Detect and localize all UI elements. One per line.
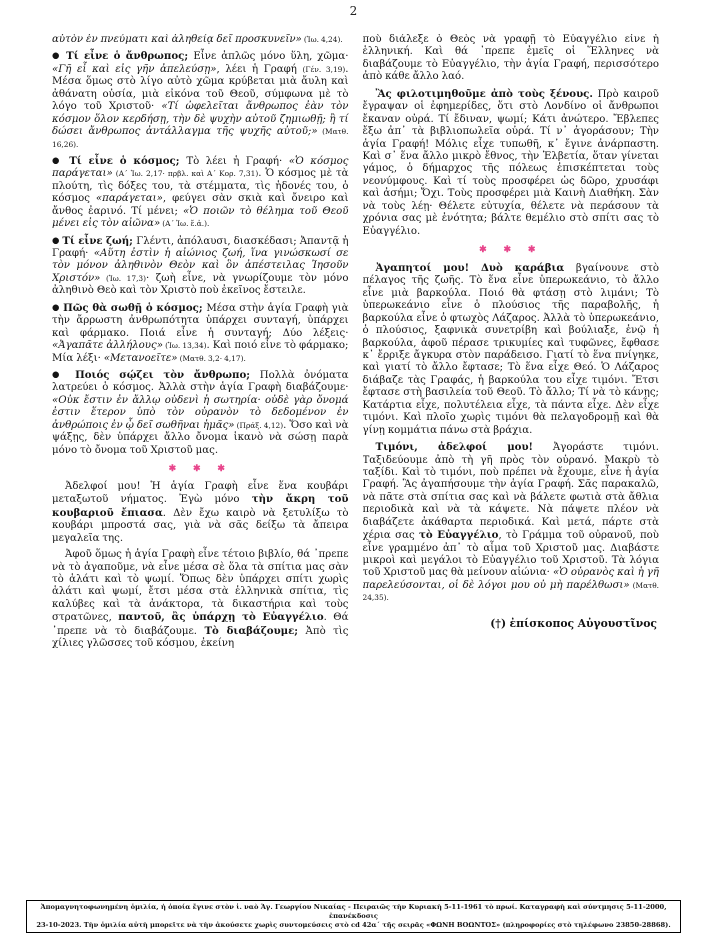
text-segment: Ἀφοῦ ὅμως ἡ ἁγία Γραφὴ εἶνε τέτοιο βιβλίο, θά ᾽πρεπε νὰ τὸ ἀγαποῦμε, νὰ εἶνε μέσα σὲ ὅλα τὰ σπίτια μας σὰν τὸ ἁλάτι καὶ τὸ ψωμί. Ὅπως δὲν ὑπάρχει σπίτι χωρὶς ἁλάτι καὶ ψωμί, ἔτσι μέσα στὰ ἑλληνικὰ σπίτια, τὶς καλύβες καὶ τὰ ἀνάκτορα, τὰ δικαστήρια καὶ τοὺς στρατῶνες, [52,549,349,624]
paragraph [52,549,349,651]
left-column [52,34,349,906]
text-segment: «Ἀγαπᾶτε ἀλλήλους» [52,340,163,352]
text-segment: «Μετανοεῖτε» [103,352,178,364]
text-segment: , λέει ἡ Γραφή [216,63,303,75]
text-segment: · ζωὴ εἶνε, νὰ γνωρίζουμε τὸν μόνο ἀληθινὸ Θεὸ καὶ τὸν Χριστὸ ποὺ ἐκεῖνος ἔστειλε. [52,272,349,297]
two-column-text [52,34,659,906]
text-segment: Τιμόνι, ἀδελφοί μου! [375,441,533,454]
text-segment: «Οὐκ ἔστιν ἐν ἄλλῳ οὐδενὶ ἡ σωτηρία· οὐδὲ γὰρ ὄνομά ἐστιν ἕτερον ὑπὸ τὸν οὐρανὸν τὸ δεδομένον ἐν ἀνθρώποις ἐν ᾧ δεῖ σωθῆναι ἡμᾶς» [52,394,349,431]
text-segment: τὸ Εὐαγγέλιο [418,529,499,542]
text-segment: Ἀδελφοί μου! Ἡ ἁγία Γραφὴ εἶνε ἕνα κουβάρι μεταξωτοῦ νήματος. Ἐγὼ μόνο [52,480,349,506]
text-segment: Τί εἶνε ζωή; [62,234,137,247]
author-signature: (†) ἐπίσκοπος Αὐγουστῖνος [490,616,657,630]
text-segment: (Ἰω. 17,3) [100,273,147,283]
paragraph [363,262,660,437]
bullet-icon: ● [52,51,67,62]
paragraph [52,481,349,545]
bullet-paragraph [52,369,349,457]
right-column [363,34,660,906]
bullet-paragraph [52,155,349,231]
text-segment: Πολλὰ ὀνόματα λατρεύει ὁ κόσμος. Ἀλλὰ στὴν ἁγία Γραφὴ διαβάζουμε· [52,369,349,394]
text-segment: (Α΄ Ἰω. 2,17· πρβλ. καὶ Α΄ Κορ. 7,31) [112,169,259,179]
text-segment: αὐτὸν ἐν πνεύματι καὶ ἀληθείᾳ δεῖ προσκυνεῖν» [52,34,302,45]
bullet-icon: ● [52,302,64,313]
bullet-icon: ● [52,155,70,166]
bullet-paragraph [52,302,349,365]
text-segment: «Ὁ ποιῶν τὸ θέλημα τοῦ Θεοῦ μένει εἰς τὸν αἰῶνα» [52,205,349,230]
text-segment: (Γέν. 3,19) [302,64,346,74]
text-segment: , τὸ Γράμμα τοῦ οὐρανοῦ, ποὺ εἶνε γραμμένο ἀπ᾽ τὸ αἷμα τοῦ Χριστοῦ μας. Διαβάστε μικροὶ καὶ μεγάλοι τὸ Εὐαγγέλιο τοῦ Χριστοῦ. Τὰ λόγια τοῦ Χριστοῦ μας θὰ μείνουν αἰώνια· [362,530,659,579]
text-segment: Εἶνε ἁπλῶς μόνο ὕλη, χῶμα· [193,51,349,63]
paragraph [363,34,660,84]
text-segment: (Ἰω. 4,24). [301,35,343,44]
text-segment: . Μέσα ὅμως στὸ λίγο αὐτὸ χῶμα κρύβεται μιὰ ἄυλη καὶ ἀθάνατη οὐσία, μιὰ εἰκόνα τοῦ Θεοῦ, σύμφωνα μὲ τὸ λόγο τοῦ Χριστοῦ· [52,63,349,113]
text-segment: «Ὁ κόσμος παράγεται» [52,155,349,180]
text-segment: Πῶς θὰ σωθῇ ὁ κόσμος; [63,301,207,314]
text-segment: . Δὲν ἔχω καιρὸ νὰ ξετυλίξω τὸ κουβάρι μπροστά σας, γιὰ νὰ σᾶς δείξω τὰ ἄπειρα μεγαλεῖα της. [52,507,349,544]
footer-line-2: 23-10-2023. Τὴν ὁμιλία αὐτὴ μπορεῖτε νὰ τὴν ἀκούσετε χωρὶς συντομεύσεις στὸ cd 42α΄ τῆς σειρᾶς «ΦΩΝΗ ΒΟΩΝΤΟΣ» (πληροφορίες στὸ τηλέφωνο 23850-28868). [36,920,671,929]
text-segment: βγαίνουνε στὸ πέλαγος τῆς ζωῆς. Τὸ ἕνα εἶνε ὑπερωκεάνιο, τὸ ἄλλο εἶνε μιὰ βαρκούλα. Ποιό θὰ φτάσῃ στὸ λιμάνι; Τὸ ὑπερωκεάνιο εἶνε ὁ πλούσιος τῆς παραβολῆς, ἡ βαρκούλα εἶνε ὁ φτωχὸς Λάζαρος. Ἀλλὰ τὸ ὑπερωκεάνιο, ὁ πλούσιος, ξαφνικὰ συνετρίβη καὶ βούλιαξε, ἐνῷ ἡ βαρκούλα, ἀφοῦ πέρασε τρικυμίες καὶ τυφῶνες, ἔφθασε κ᾽ ἔρριξε ἄγκυρα στὸν παράδεισο. Γιατί τὸ ἕνα πνίγηκε, καὶ γιατί τὸ ἄλλο ἔφτασε; Τὸ ἕνα εἶχε Θεό. Ὁ Λάζαρος διάβαζε τὰς Γραφάς, ἡ βαρκούλα του εἶχε τιμόνι. Ἔτσι ἔφτασε στὴ βασιλεία τοῦ Θεοῦ. Τὸ ἄλλο; Τί νὰ τὸ κάνῃς; Κατάρτια εἶχε, πολυτέλεια εἶχε, τὰ πάντα εἶχε. Δὲν εἶχε τιμόνι. Καὶ πλοῖο χωρὶς τιμόνι θὰ πελαγοδρομῇ καὶ θὰ γίνῃ κομμάτια πάνω στὰ βράχια. [362,262,659,436]
text-segment: . Θά ᾽πρεπε νὰ τὸ διαβάζουμε. [52,612,349,637]
bullet-paragraph [52,235,349,298]
paragraph [363,88,660,238]
text-segment: (Α΄ Ἰω. ἔ.ἀ.). [160,219,210,229]
bullet-paragraph [52,50,349,151]
footer-box [26,900,681,933]
bullet-icon: ● [52,369,76,380]
text-segment: (Ματθ. 16,26). [52,127,349,149]
text-segment: Τί εἶνε ὁ κόσμος; [69,154,187,167]
footer-line-1: Ἀπομαγνητοφωνημένη ὁμιλία, ἡ ὁποία ἔγινε στὸν ἱ. ναὸ Ἁγ. Γεωργίου Νικαίας - Πειραιῶς τὴν Κυριακὴ 5-11-1961 τὸ πρωί. Καταγραφὴ καὶ σύντμησις 5-11-2000, ἐπανέκδοσις [40,902,667,920]
text-segment: . Καὶ ποιό εἶνε τὸ φάρμακο; Μία λέξι· [52,340,349,364]
text-segment: Ἀπὸ τὶς χίλιες γλῶσσες τοῦ κόσμου, ἐκείνη [52,625,349,650]
text-segment: Γλέντι, ἀπόλαυσι, διασκέδασι; Ἀπαντᾷ ἡ Γραφή· [52,235,349,259]
text-segment: (Ἰω. 13,34) [162,341,207,351]
section-separator: ✱ ✱ ✱ [168,464,232,474]
text-segment: Ἂς φιλοτιμηθοῦμε ἀπὸ τοὺς ξένους. [375,87,593,100]
text-segment: Μέσα στὴν ἁγία Γραφὴ γιὰ τὴν ἄρρωστη ἀνθρωπότητα ὑπάρχει συνταγή, ὑπάρχει καὶ φάρμακο. Ποιά εἶνε ἡ συνταγή; Δύο λέξεις· [52,302,349,339]
text-segment: Ποιός σῴζει τὸν ἄνθρωπο; [75,368,260,381]
text-segment: Τὸ λέει ἡ Γραφή· [186,155,289,167]
text-segment: «Γῆ εἶ καὶ εἰς γῆν ἀπελεύσῃ» [52,63,217,75]
text-segment: Ἀγοράστε τιμόνι. Ταξιδεύουμε ἀπὸ τὴ γῆ πρὸς τὸν οὐρανό. Μακρὺ τὸ ταξίδι. Καὶ τὸ τιμόνι, ποὺ πρέπει νὰ ἔχουμε, εἶνε ἡ ἁγία Γραφή. Ἂς ἀγαπήσουμε τὴν ἁγία Γραφή. Σᾶς παρακαλῶ, νὰ πᾶτε στὰ σπίτια σας καὶ νὰ βάλετε φωτιὰ στὰ ἄθλια περιοδικὰ καὶ νὰ τὰ κάψετε. Νὰ πάψετε πλέον νὰ διαβάζετε ἀκάθαρτα περιοδικά. Καὶ μετά, πάρτε στὰ χέρια σας [362,442,659,542]
paragraph [52,34,349,46]
text-segment: «Αὕτη ἐστὶν ἡ αἰώνιος ζωή, ἵνα γινώσκωσί σε τὸν μόνον ἀληθινὸν Θεὸν καὶ ὃν ἀπέστειλας Ἰησοῦν Χριστόν» [52,248,349,284]
text-segment: «Τί ὠφελεῖται ἄνθρωπος ἐὰν τὸν κόσμον ὅλον κερδήσῃ, τὴν δὲ ψυχὴν αὐτοῦ ζημιωθῇ; ἢ τί δώσει ἄνθρωπος ἀντάλλαγμα τῆς ψυχῆς αὐτοῦ;» [52,101,349,138]
text-segment: Πρὸ καιροῦ ἔγραψαν οἱ ἐφημερίδες, ὅτι στὸ Λονδίνο οἱ ἄνθρωποι ἔκαναν οὐρά. Τί ἔδιναν, ψωμί; Κάτι ἀνώτερο. Ἔβλεπες ἔξω ἀπ᾽ τὰ βιβλιοπωλεῖα οὐρά. Τί ν᾽ ἀγοράσουν; Τὴν ἁγία Γραφή! Μόλις εἶχε τυπωθῆ, κ᾽ ἔγινε ἀνάρπαστη. Καὶ σ᾽ ἕνα ἄλλο μικρὸ ἔθνος, τὴν Ἑλβετία, ὅταν γίνεται γάμος, ὁ δήμαρχος τῆς πόλεως ἐπισκέπτεται τοὺς νεονύμφους. Καὶ τί τοὺς προσφέρει ὡς δῶρο, χρυσάφι καὶ ἀσήμι; Ὄχι. Τοὺς προσφέρει μιὰ Καινὴ Διαθήκη. Σὰν νὰ τοὺς λέῃ· Θέλετε εὐτυχία, θέλετε νὰ περάσουν τὰ χρόνια σας μὲ ἑνότητα; βάλτε θεμέλιο στὸ σπίτι σας τὸ Εὐαγγέλιο. [362,88,659,237]
text-segment: . Ὅσο καὶ νὰ ψάξῃς, δὲν ὑπάρχει ἄλλο ὄνομα ἱκανὸ νὰ σώσῃ παρὰ μόνο τὸ ὄνομα τοῦ Χριστοῦ μας. [52,419,349,456]
text-segment: , φεύγει σὰν σκιὰ καὶ ὄνειρο καὶ ἄνθος ἐαρινό. Τί μένει; [52,193,349,217]
section-separator: ✱ ✱ ✱ [479,245,543,255]
text-segment: ποὺ διάλεξε ὁ Θεὸς νὰ γραφῇ τὸ Εὐαγγέλιο εἶνε ἡ ἑλληνική. Καὶ θά ᾽πρεπε ἐμεῖς οἱ Ἕλληνες νὰ διαβάζουμε τὸ Εὐαγγέλιο, τὴν ἁγία Γραφή, περισσότερο ἀπὸ κάθε ἄλλο λαό. [362,34,659,83]
text-segment: «παράγεται» [95,193,163,205]
paragraph [363,441,660,605]
text-segment: (Ματθ. 24,35). [362,580,659,603]
text-segment: Ἀγαπητοί μου! Δυὸ καράβια [375,261,565,274]
text-segment: παντοῦ, ἂς ὑπάρχῃ τὸ Εὐαγγέλιο [118,611,324,624]
text-segment: . Ὁ κόσμος μὲ τὰ πλούτη, τὶς δόξες του, τὰ στέμματα, τὶς ἡδονές του, ὁ κόσμος [52,168,349,205]
text-segment: (Πράξ. 4,12) [234,420,284,430]
text-segment: «Ὁ οὐρανὸς καὶ ἡ γῆ παρελεύσονται, οἱ δὲ λόγοι μου οὐ μὴ παρέλθωσι» [362,567,659,591]
text-segment: Τὸ διαβάζουμε; [204,624,299,637]
bullet-icon: ● [52,235,63,246]
text-segment: Τί εἶνε ὁ ἄνθρωπος; [66,50,194,63]
page-number: 2 [349,4,358,18]
text-segment: (Ματθ. 3,2· 4,17). [177,353,246,363]
text-segment: τὴν ἄκρη τοῦ κουβαριοῦ ἔπιασα [52,493,349,519]
